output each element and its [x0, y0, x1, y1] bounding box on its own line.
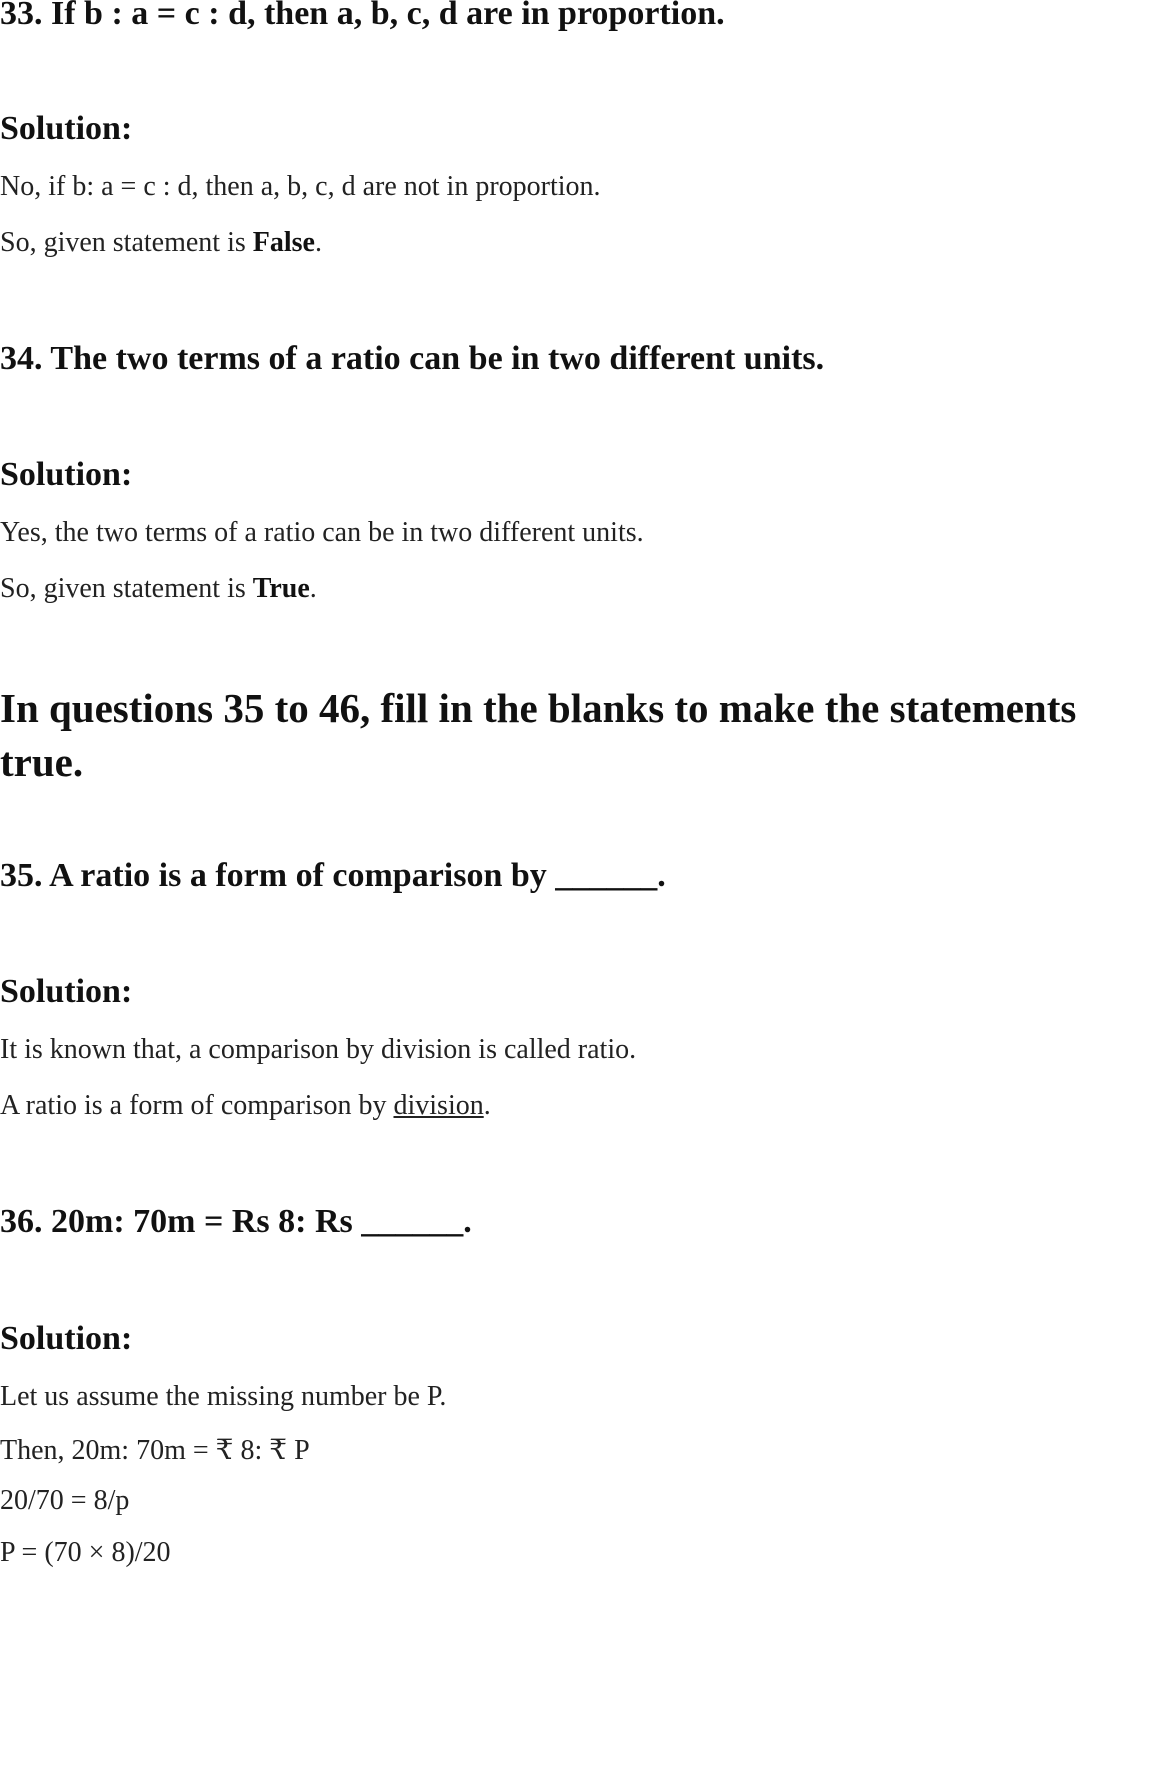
question-36-title: 36. 20m: 70m = Rs 8: Rs ______.: [0, 1203, 472, 1240]
question-36-solution-line-4: P = (70 × 8)/20: [0, 1537, 171, 1568]
question-36-solution-line-1: Let us assume the missing number be P.: [0, 1381, 447, 1412]
question-33-solution-label: Solution:: [0, 110, 133, 147]
question-34-answer: True: [252, 573, 310, 604]
question-33-answer: False: [252, 227, 315, 258]
question-33-solution-line-2: So, given statement is False.: [0, 227, 322, 258]
question-34-title: 34. The two terms of a ratio can be in two different units.: [0, 340, 825, 377]
question-35-title: 35. A ratio is a form of comparison by ______.: [0, 857, 666, 894]
question-33-solution-line-1: No, if b: a = c : d, then a, b, c, d are not in proportion.: [0, 171, 601, 202]
section-heading: In questions 35 to 46, fill in the blanks to make the statements true.: [0, 685, 1077, 785]
question-34-solution-line-1: Yes, the two terms of a ratio can be in two different units.: [0, 517, 644, 548]
question-35-solution-label: Solution:: [0, 973, 133, 1010]
question-36-solution-label: Solution:: [0, 1320, 133, 1357]
question-36-solution-line-3: 20/70 = 8/p: [0, 1485, 130, 1516]
question-34-solution-label: Solution:: [0, 456, 133, 493]
question-34-solution-line-2: So, given statement is True.: [0, 573, 317, 604]
question-35-solution-line-1: It is known that, a comparison by division is called ratio.: [0, 1034, 637, 1065]
question-33-title: 33. If b : a = c : d, then a, b, c, d are in proportion.: [0, 0, 725, 32]
question-35-solution-line-2: A ratio is a form of comparison by division.: [0, 1090, 491, 1121]
question-35-answer: division: [393, 1090, 484, 1121]
question-36-solution-line-2: Then, 20m: 70m = ₹ 8: ₹ P: [0, 1435, 310, 1466]
